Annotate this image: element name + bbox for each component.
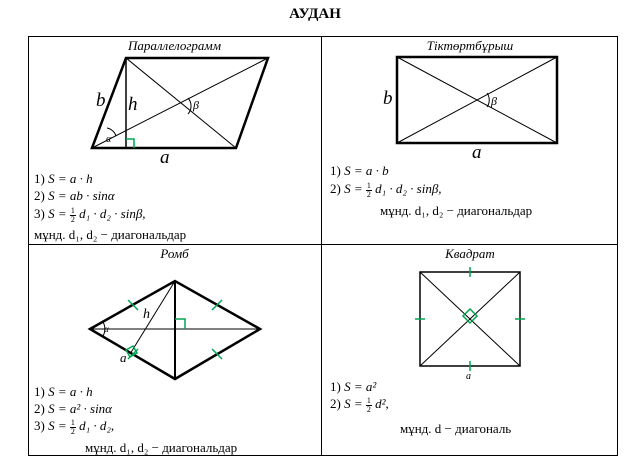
square-formula-1: 1) S = a² [330,379,377,394]
parallelogram-formula-2: 2) S = ab · sinα [34,188,115,203]
rhombus-center-right-angle [175,319,185,329]
parallelogram-label-alpha: α [106,134,112,145]
rectangle-note: мұнд. d₁, d₂ − диагональдар [380,203,533,218]
fraction: $\frac{1}{2}$ [366,395,371,414]
rhombus-caption: Ромб [160,246,189,261]
square-figure [415,267,525,371]
parallelogram-note: мұнд. d₁, d₂ − диагональдар [34,227,187,242]
rhombus-label-alpha: α [104,324,109,334]
parallelogram-diagonal-2 [126,58,236,148]
rectangle-formula-2: 2) S = $\frac{1}{2}$ d₁ · d₂ · sinβ, [330,180,442,199]
rectangle-label-a: a [472,142,482,163]
parallelogram-label-a: a [160,147,170,168]
rhombus-height [130,281,175,354]
parallelogram-formula-3: 3) S = $\frac{1}{2}$ d₁ · d₂ · sinβ, [34,205,146,224]
parallelogram-formula-1: 1) S = a · h [34,171,93,186]
rectangle-label-b: b [383,88,393,109]
right-angle-mark [126,139,134,148]
square-right-angle [463,309,477,323]
parallelogram-label-beta: β [193,98,199,112]
rhombus-note: мұнд. d₁, d₂ − диагональдар [85,440,238,455]
fraction: $\frac{1}{2}$ [366,180,371,199]
fraction: $\frac{1}{2}$ [70,205,75,224]
square-label-a: a [466,371,471,382]
parallelogram-label-b: b [96,90,106,111]
rhombus-formula-2: 2) S = a² · sinα [34,401,113,416]
parallelogram-beta-arc [188,98,191,114]
rectangle-figure [397,57,557,143]
parallelogram-caption: Параллелограмм [128,38,221,53]
square-caption: Квадрат [445,246,495,261]
parallelogram-label-h: h [128,94,138,115]
page-title: АУДАН [289,6,341,22]
rhombus-figure [90,281,260,379]
square-note: мұнд. d − диагональ [400,421,512,436]
rectangle-label-beta: β [491,94,497,108]
rhombus-formula-1: 1) S = a · h [34,384,93,399]
rectangle-beta-arc [487,93,489,107]
rhombus-formula-3: 3) S = $\frac{1}{2}$ d₁ · d₂, [34,417,115,436]
rhombus-label-a: a [120,350,127,365]
rectangle-caption: Тіктөртбұрыш [426,38,514,53]
rhombus-label-h: h [143,307,150,322]
square-formula-2: 2) S = $\frac{1}{2}$ d², [330,395,389,414]
rectangle-formula-1: 1) S = a · b [330,163,389,178]
fraction: $\frac{1}{2}$ [70,417,75,436]
parallelogram-figure [92,58,268,148]
